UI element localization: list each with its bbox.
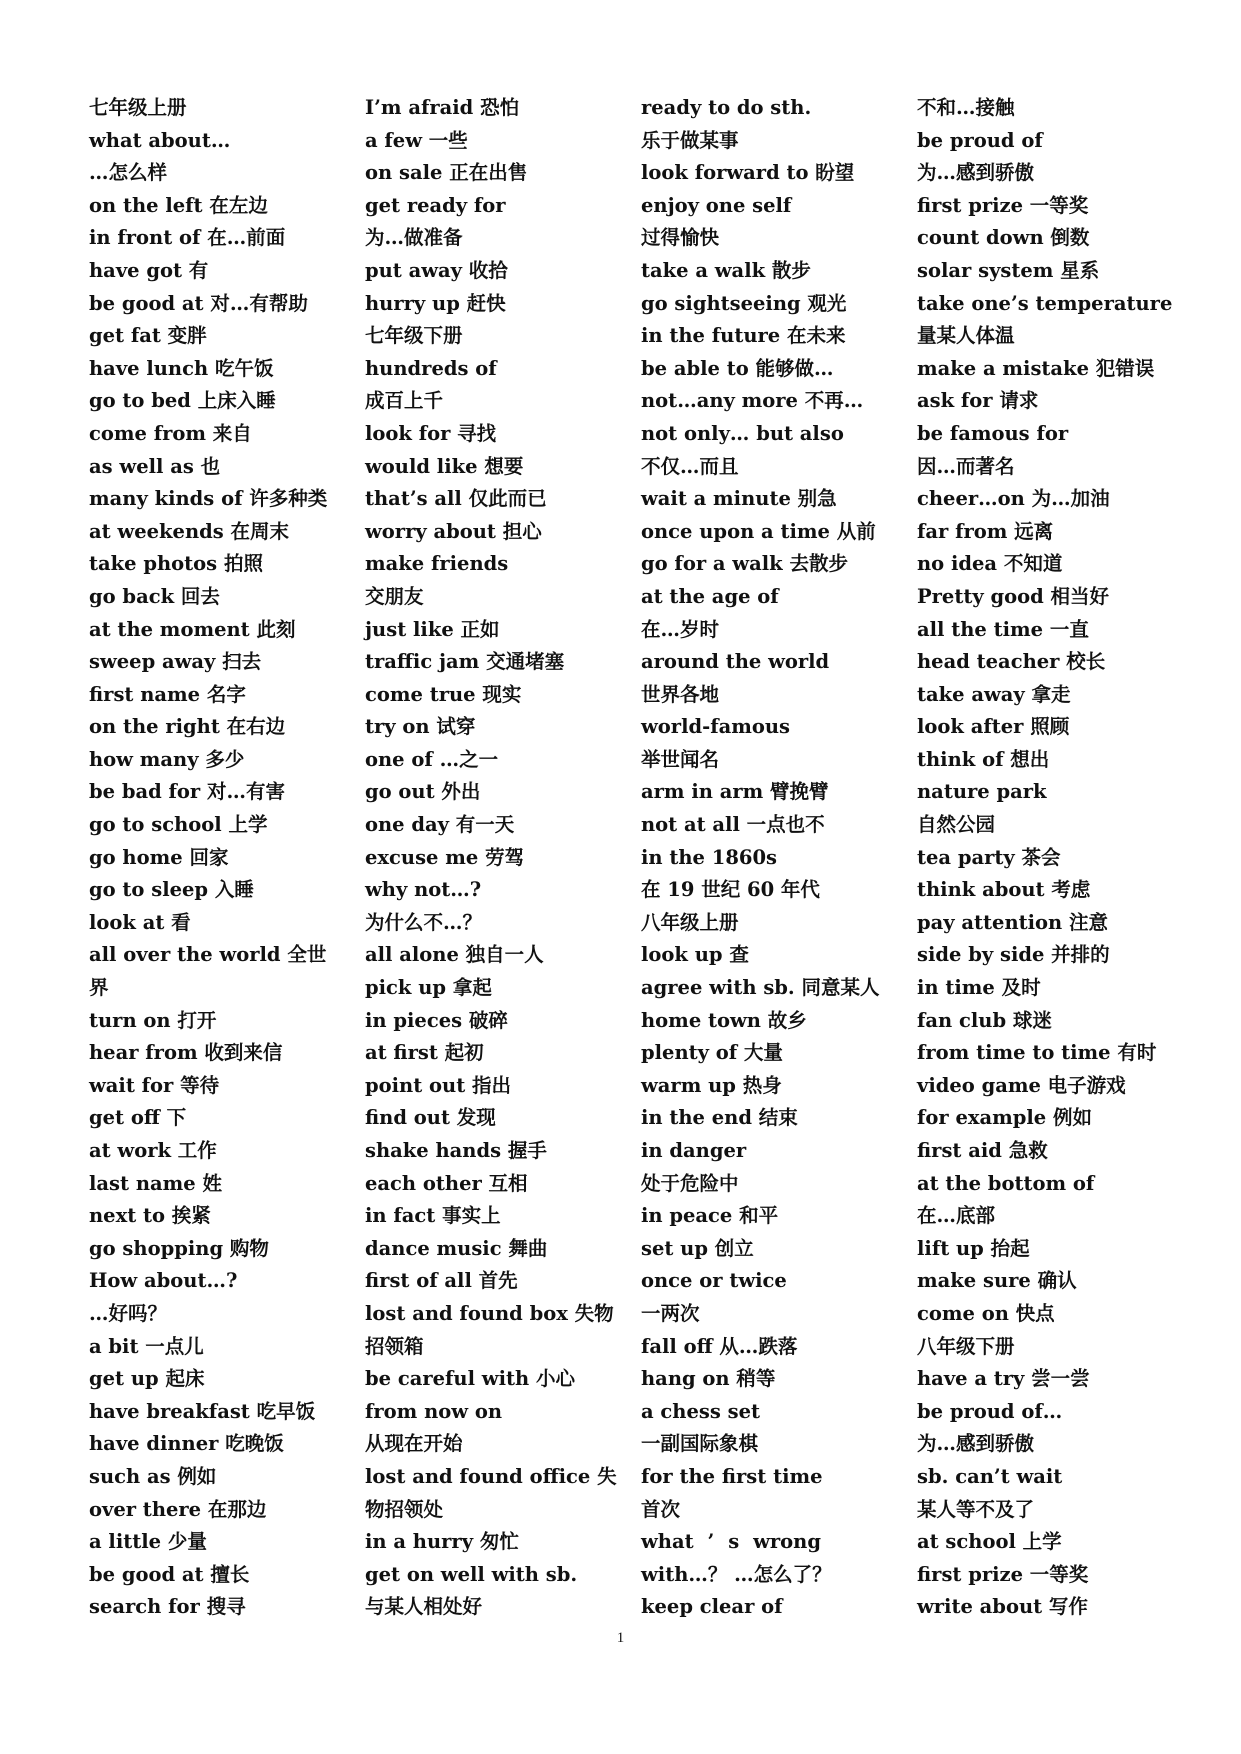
vocab-line: at the bottom of <box>917 1171 1095 1195</box>
vocab-line: get fat 变胖 <box>89 324 207 348</box>
vocab-line: take a walk 散步 <box>641 258 811 282</box>
vocab-line: nature park <box>917 780 1047 804</box>
vocab-line: 不仅…而且 <box>641 454 739 478</box>
vocab-line: turn on 打开 <box>89 1008 217 1032</box>
vocab-line: for example 例如 <box>917 1106 1092 1130</box>
vocab-line: cheer…on 为…加油 <box>917 487 1110 511</box>
vocab-line: 为什么不…？ <box>365 910 483 934</box>
vocab-line: warm up 热身 <box>641 1073 782 1097</box>
vocab-line: in peace 和平 <box>641 1204 779 1228</box>
vocab-line: over there 在那边 <box>89 1497 267 1521</box>
vocab-line: go to bed 上床入睡 <box>89 389 276 413</box>
vocab-line: how many 多少 <box>89 747 245 771</box>
vocab-line: 与某人相处好 <box>365 1595 483 1619</box>
vocab-line: have a try 尝一尝 <box>917 1367 1090 1391</box>
vocab-line: find out 发现 <box>365 1106 496 1130</box>
vocab-line: be careful with 小心 <box>365 1367 575 1391</box>
vocab-line: ready to do sth. <box>641 96 812 119</box>
vocab-line: 为…感到骄傲 <box>917 161 1035 185</box>
vocab-line: 成百上千 <box>365 389 444 413</box>
vocab-line: tea party 茶会 <box>917 845 1061 869</box>
vocab-line: in front of 在…前面 <box>89 226 286 250</box>
vocab-line: at the moment 此刻 <box>89 617 296 641</box>
vocab-line: ask for 请求 <box>917 389 1039 413</box>
vocab-line: have lunch 吃午饭 <box>89 356 274 380</box>
vocab-line: come true 现实 <box>365 682 522 706</box>
vocab-column-4 <box>917 92 1173 1624</box>
vocab-line: 物招领处 <box>365 1497 444 1521</box>
vocab-line: 在…岁时 <box>641 617 720 641</box>
vocab-line: set up 创立 <box>641 1236 754 1260</box>
vocab-line: have breakfast 吃早饭 <box>89 1399 316 1423</box>
vocab-line: once or twice <box>641 1269 787 1293</box>
vocab-line: not only… but also <box>641 421 844 445</box>
vocab-line: no idea 不知道 <box>917 552 1063 576</box>
vocab-line: be able to 能够做… <box>641 356 834 380</box>
vocab-line: as well as 也 <box>89 454 221 478</box>
vocab-line: lost and found box 失物 <box>365 1301 614 1325</box>
vocab-line: 一两次 <box>641 1301 700 1325</box>
vocab-line: 一副国际象棋 <box>641 1432 759 1456</box>
vocab-line: fall off 从…跌落 <box>641 1334 798 1358</box>
vocab-line: How about…? <box>89 1269 238 1293</box>
vocab-line: around the world <box>641 650 830 674</box>
vocab-line: keep clear of <box>641 1595 783 1619</box>
vocab-line: 某人等不及了 <box>917 1497 1035 1521</box>
vocab-line: have got 有 <box>89 258 209 282</box>
vocab-line: search for 搜寻 <box>89 1595 246 1619</box>
vocab-line: all over the world 全世 <box>89 943 327 967</box>
vocab-line: would like 想要 <box>365 454 524 478</box>
vocab-line: look up 查 <box>641 943 749 967</box>
vocab-line: …怎么样 <box>89 161 168 185</box>
vocab-line: 在 19 世纪 60 年代 <box>641 878 820 902</box>
vocab-line: enjoy one self <box>641 193 792 217</box>
vocab-line: 不和…接触 <box>917 96 1015 119</box>
vocab-line: in the 1860s <box>641 845 778 869</box>
vocab-line: a little 少量 <box>89 1530 207 1554</box>
vocab-line: look for 寻找 <box>365 421 497 445</box>
vocab-line: Pretty good 相当好 <box>917 584 1110 608</box>
vocab-line: 自然公园 <box>917 813 996 837</box>
vocab-line: in danger <box>641 1139 747 1162</box>
vocab-line: 七年级下册 <box>365 324 463 348</box>
vocab-line: from time to time 有时 <box>917 1041 1157 1065</box>
vocab-line: lift up 抬起 <box>917 1236 1030 1260</box>
vocab-line: come from 来自 <box>89 421 252 445</box>
vocab-line: in fact 事实上 <box>365 1204 501 1228</box>
vocab-line: shake hands 握手 <box>365 1139 547 1162</box>
vocab-line: get ready for <box>365 193 506 217</box>
vocab-line: 七年级上册 <box>89 96 187 119</box>
vocab-line: a bit 一点儿 <box>89 1334 204 1358</box>
vocab-line: get off 下 <box>89 1106 187 1130</box>
vocab-line: 过得愉快 <box>641 226 720 250</box>
vocab-line: hurry up 赶快 <box>365 291 506 315</box>
vocab-line: come on 快点 <box>917 1301 1055 1325</box>
vocab-line: 量某人体温 <box>917 324 1015 348</box>
page-number: 1 <box>616 1630 625 1646</box>
vocab-line: arm in arm 臂挽臂 <box>641 780 829 804</box>
vocab-line: once upon a time 从前 <box>641 519 876 543</box>
vocab-column-1 <box>89 92 329 1624</box>
vocab-line: sb. can’t wait <box>917 1464 1063 1488</box>
vocab-line: a few 一些 <box>365 128 468 152</box>
vocab-line: each other 互相 <box>365 1171 528 1195</box>
vocab-line: be proud of <box>917 128 1043 152</box>
vocab-line: video game 电子游戏 <box>917 1073 1126 1097</box>
vocab-line: one day 有一天 <box>365 813 515 837</box>
vocab-line: in the future 在未来 <box>641 324 846 348</box>
vocab-line: at the age of <box>641 584 779 608</box>
vocab-line: make friends <box>365 552 509 576</box>
vocab-line: why not…? <box>365 878 482 902</box>
vocab-line: be bad for 对…有害 <box>89 780 285 804</box>
vocab-line: pick up 拿起 <box>365 976 492 1000</box>
vocab-line: 因…而著名 <box>917 454 1015 478</box>
vocab-line: 世界各地 <box>641 682 720 706</box>
vocab-line: count down 倒数 <box>917 226 1090 250</box>
vocab-line: excuse me 劳驾 <box>365 845 525 869</box>
vocab-line: get up 起床 <box>89 1367 205 1391</box>
vocab-line: put away 收拾 <box>365 258 508 282</box>
vocab-line: take away 拿走 <box>917 682 1071 706</box>
vocab-line: point out 指出 <box>365 1073 512 1097</box>
vocab-line: at work 工作 <box>89 1139 217 1162</box>
vocab-line: on the right 在右边 <box>89 715 286 739</box>
vocab-line: all alone 独自一人 <box>365 943 544 967</box>
vocab-line: first prize 一等奖 <box>917 1562 1089 1586</box>
vocab-line: in time 及时 <box>917 976 1041 1000</box>
vocab-line: sweep away 扫去 <box>89 650 262 674</box>
vocab-line: first aid 急救 <box>917 1139 1048 1162</box>
vocab-line: lost and found office 失 <box>365 1464 617 1488</box>
vocab-line: in a hurry 匆忙 <box>365 1530 519 1554</box>
vocab-line: go shopping 购物 <box>89 1236 269 1260</box>
vocab-line: take one’s temperature <box>917 291 1173 315</box>
vocab-line: first name 名字 <box>89 682 246 706</box>
vocab-line: hang on 稍等 <box>641 1367 776 1391</box>
vocab-line: on sale 正在出售 <box>365 161 528 185</box>
vocab-line: wait a minute 别急 <box>641 487 837 511</box>
vocab-line: 举世闻名 <box>641 747 720 771</box>
vocab-line: try on 试穿 <box>365 715 476 739</box>
vocab-line: worry about 担心 <box>365 519 542 543</box>
vocab-line: 处于危险中 <box>641 1171 739 1195</box>
vocab-line: look after 照顾 <box>917 715 1070 739</box>
vocab-line: a chess set <box>641 1399 761 1423</box>
vocab-line: go sightseeing 观光 <box>641 291 847 315</box>
vocab-line: many kinds of 许多种类 <box>89 487 328 511</box>
vocab-line: last name 姓 <box>89 1171 222 1195</box>
vocab-line: go for a walk 去散步 <box>641 552 848 576</box>
vocab-line: at school 上学 <box>917 1530 1062 1554</box>
vocab-line: 八年级上册 <box>641 910 739 934</box>
vocab-line: not at all 一点也不 <box>641 813 825 837</box>
vocab-line: all the time 一直 <box>917 617 1089 641</box>
vocab-line: 为…感到骄傲 <box>917 1432 1035 1456</box>
vocab-line: 从现在开始 <box>365 1432 463 1456</box>
vocab-line: I’m afraid 恐怕 <box>365 96 520 119</box>
vocab-line: at weekends 在周末 <box>89 519 290 543</box>
vocab-column-2 <box>365 92 617 1624</box>
vocab-line: dance music 舞曲 <box>365 1236 548 1260</box>
vocab-line: one of …之一 <box>365 747 499 771</box>
vocab-line: agree with sb. 同意某人 <box>641 976 880 1000</box>
vocab-line: with…？ …怎么了？ <box>641 1562 832 1586</box>
vocab-line: be proud of… <box>917 1399 1063 1423</box>
vocab-line: have dinner 吃晚饭 <box>89 1432 284 1456</box>
vocab-line: go home 回家 <box>89 845 229 869</box>
vocab-line: plenty of 大量 <box>641 1041 783 1065</box>
vocab-line: 交朋友 <box>365 584 424 608</box>
vocab-line: go back 回去 <box>89 584 220 608</box>
vocab-line: such as 例如 <box>89 1464 217 1488</box>
vocab-line: think about 考虑 <box>917 878 1091 902</box>
vocab-line: at first 起初 <box>365 1041 484 1065</box>
vocab-line: make sure 确认 <box>917 1269 1077 1293</box>
vocab-line: 在…底部 <box>917 1204 996 1228</box>
vocab-line: pay attention 注意 <box>917 910 1109 934</box>
vocab-line: what ’ s wrong <box>641 1530 821 1554</box>
vocab-line: fan club 球迷 <box>917 1008 1052 1032</box>
vocab-line: world-famous <box>641 715 791 739</box>
vocab-column-3 <box>641 92 881 1624</box>
vocab-line: what about… <box>89 128 231 152</box>
vocab-line: write about 写作 <box>917 1595 1088 1619</box>
vocab-line: first of all 首先 <box>365 1269 518 1293</box>
vocab-line: make a mistake 犯错误 <box>917 356 1155 380</box>
vocab-line: on the left 在左边 <box>89 193 268 217</box>
vocab-line: traffic jam 交通堵塞 <box>365 650 565 674</box>
vocab-line: wait for 等待 <box>89 1073 220 1097</box>
vocab-line: 八年级下册 <box>917 1334 1015 1358</box>
vocab-line: first prize 一等奖 <box>917 193 1089 217</box>
vocab-line: hundreds of <box>365 356 497 380</box>
vocab-line: look forward to 盼望 <box>641 161 855 185</box>
vocab-line: go to school 上学 <box>89 813 268 837</box>
vocab-line: head teacher 校长 <box>917 650 1106 674</box>
vocab-line: home town 故乡 <box>641 1008 807 1032</box>
vocab-line: just like 正如 <box>365 617 500 641</box>
vocab-line: in the end 结束 <box>641 1106 798 1130</box>
vocab-line: be good at 擅长 <box>89 1562 250 1586</box>
vocab-line: 乐于做某事 <box>641 128 739 152</box>
vocab-line: side by side 并排的 <box>917 943 1110 967</box>
vocab-line: that’s all 仅此而已 <box>365 487 547 511</box>
vocab-line: 首次 <box>641 1497 681 1521</box>
vocab-line: hear from 收到来信 <box>89 1041 283 1065</box>
vocab-line: be good at 对…有帮助 <box>89 291 308 315</box>
vocab-line: next to 挨紧 <box>89 1204 211 1228</box>
vocab-line: 招领箱 <box>365 1334 424 1358</box>
vocab-line: 界 <box>89 976 109 1000</box>
vocab-line: far from 远离 <box>917 519 1054 543</box>
vocab-line: look at 看 <box>89 910 191 934</box>
vocab-line: solar system 星系 <box>917 258 1100 282</box>
vocab-line: go out 外出 <box>365 780 481 804</box>
vocab-line: from now on <box>365 1399 503 1423</box>
vocab-line: in pieces 破碎 <box>365 1008 508 1032</box>
vocab-line: not…any more 不再… <box>641 389 864 413</box>
vocab-line: take photos 拍照 <box>89 552 263 576</box>
vocab-line: go to sleep 入睡 <box>89 878 254 902</box>
vocab-line: be famous for <box>917 421 1069 445</box>
vocab-line: get on well with sb. <box>365 1562 578 1586</box>
vocab-line: for the first time <box>641 1464 823 1488</box>
vocab-line: …好吗？ <box>89 1301 168 1325</box>
vocab-line: think of 想出 <box>917 747 1050 771</box>
vocab-line: 为…做准备 <box>365 226 463 250</box>
